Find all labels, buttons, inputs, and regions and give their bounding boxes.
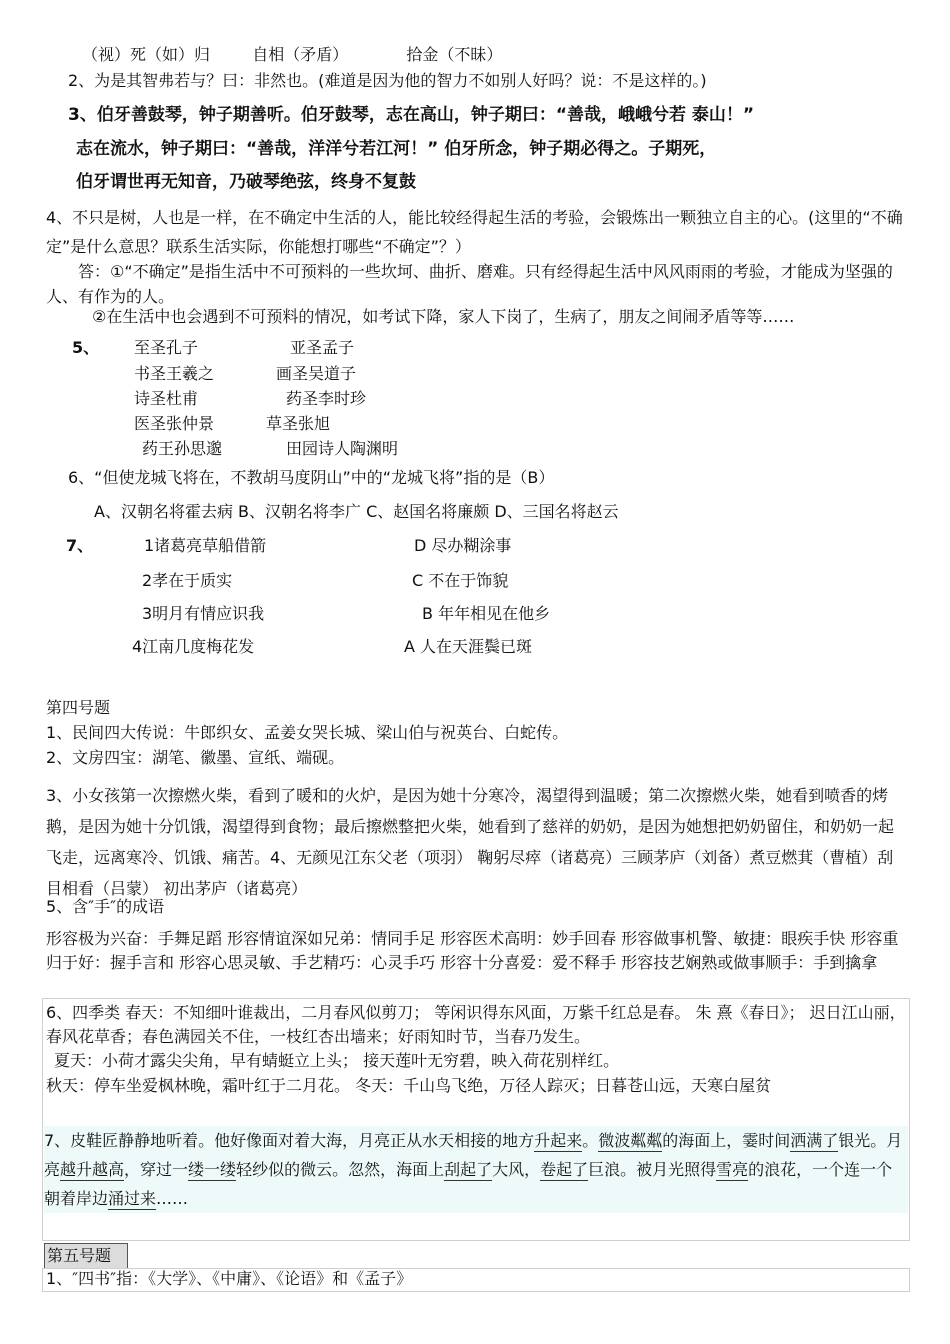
q3-line-2: 志在流水，钟子期曰：“善哉，洋洋兮若江河！” 伯牙所念，钟子期必得之。子期死， <box>76 139 717 159</box>
s4-q2: 2、文房四宝：湖笔、徽墨、宣纸、端砚。 <box>46 748 345 767</box>
q7-row-1-left: 1诸葛亮草船借箭 <box>144 536 267 555</box>
q4-question: 4、不只是树，人也是一样，在不确定中生活的人，能比较经得起生活的考验，会锻炼出一颗独立自主的心。(这里的“不确定”是什么意思？联系生活实际，你能想打哪些“不确定”？） <box>46 208 903 256</box>
paragraph-text: …… <box>156 1189 189 1208</box>
paragraph-text: ，穿过一 <box>124 1160 189 1179</box>
s4-q5-heading: 5、含″手″的成语 <box>46 897 165 916</box>
paragraph-text: 的海面上，霎时间 <box>662 1131 791 1150</box>
s4-q6-spring: 6、四季类 春天：不知细叶谁裁出，二月春风似剪刀； 等闲识得东风面，万紫千红总是春。 朱 熹《春日》； 迟日江山丽，春风花草香；春色满园关不住，一枝红杏出墙来；好雨知时节，当春乃发生。 <box>46 1003 906 1046</box>
q6-options: A、汉朝名将霍去病 B、汉朝名将李广 C、赵国名将廉颇 D、三国名将赵云 <box>94 502 619 521</box>
idiom-1: （视）死（如）归 <box>82 45 211 64</box>
idiom-3: 拾金（不昧） <box>406 45 503 64</box>
q7-row-2-left: 2孝在于质实 <box>142 571 233 590</box>
s4-q6-autumn-winter: 秋天：停车坐爱枫林晚，霜叶红于二月花。 冬天：千山鸟飞绝，万径人踪灭；日暮苍山远，天寒白屋贫 <box>46 1076 772 1095</box>
paragraph-text: 轻纱似的微云。忽然，海面上 <box>236 1160 445 1179</box>
s5-q1: 1、″四书″指：《大学》、《中庸》、《论语》和《孟子》 <box>46 1269 413 1288</box>
q2-line: 2、为是其智弗若与？曰：非然也。(难道是因为他的智力不如别人好吗？说：不是这样的。) <box>68 71 707 90</box>
q7-number: 7、 <box>66 536 94 555</box>
q5-row-4-a: 医圣张仲景 <box>134 414 215 433</box>
underlined-phrase: 雪亮 <box>716 1160 749 1179</box>
paragraph-text: 银光。月亮 <box>44 1131 903 1179</box>
q4-answer-1: 答：①“不确定”是指生活中不可预料的一些坎坷、曲折、磨难。只有经得起生活中风风雨雨的考验，才能成为坚强的人、有作为的人。 <box>46 262 893 306</box>
paragraph-text: 大风， <box>492 1160 541 1179</box>
section-5-title: 第五号题 <box>44 1243 128 1269</box>
q5-row-3-a: 诗圣杜甫 <box>134 389 199 408</box>
q7-row-3-right: B 年年相见在他乡 <box>422 604 551 623</box>
underlined-phrase: 微波粼粼 <box>598 1131 663 1150</box>
q5-row-2-a: 书圣王羲之 <box>134 364 215 383</box>
underlined-phrase: 刮起了 <box>444 1160 493 1179</box>
idiom-line <box>82 44 502 66</box>
paragraph-text: 的浪花，一个连一个朝着岸边 <box>44 1160 893 1208</box>
q3-line-1: 3、伯牙善鼓琴，钟子期善听。伯牙鼓琴，志在高山，钟子期曰：“善哉，峨峨兮若 泰山！” <box>68 105 755 125</box>
s4-q5-answer: 形容极为兴奋：手舞足蹈 形容情谊深如兄弟：情同手足 形容医术高明：妙手回春 形容做事机警、敏捷：眼疾手快 形容重归于好：握手言和 形容心思灵敏、手艺精巧：心灵手巧 形容十分喜爱：爱不释手 形容技艺娴熟或做事顺手：手到擒拿 <box>46 929 899 972</box>
underlined-phrase: 洒满了 <box>790 1131 839 1150</box>
underlined-phrase: 卷起了 <box>540 1160 589 1179</box>
s4-q1: 1、民间四大传说：牛郎织女、孟姜女哭长城、梁山伯与祝英台、白蛇传。 <box>46 723 569 742</box>
q5-row-5-b: 田园诗人陶渊明 <box>286 439 399 458</box>
paragraph-text: 7、皮鞋匠静静地听着。他好像面对着大海，月亮正从水天相接的地方 <box>44 1131 535 1150</box>
s4-q3: 3、小女孩第一次擦燃火柴，看到了暖和的火炉，是因为她十分寒冷，渴望得到温暖；第二次擦燃火柴，她看到喷香的烤鹅，是因为她十分饥饿，渴望得到食物；最后擦燃整把火柴，她看到了慈祥的奶奶，是因为她想把奶奶留住，和奶奶一起飞走，远离寒冷、饥饿、痛苦。4、无颜见江东父老（项羽） 鞠躬尽瘁（诸葛亮）三顾茅庐（刘备）煮豆燃萁（曹植）刮目相看（吕蒙） 初出茅庐（诸葛亮） <box>46 786 895 898</box>
q7-row-4-right: A 人在天涯鬓已斑 <box>404 637 533 656</box>
underlined-phrase: 缕一缕 <box>188 1160 237 1179</box>
q6-question: 6、“但使龙城飞将在，不教胡马度阴山”中的“龙城飞将”指的是（B） <box>68 468 555 487</box>
underlined-phrase: 越升越高 <box>60 1160 125 1179</box>
q5-row-3-b: 药圣李时珍 <box>286 389 367 408</box>
idiom-2: 自相（矛盾） <box>252 45 349 64</box>
q4-answer-2: ②在生活中也会遇到不可预料的情况，如考试下降，家人下岗了，生病了，朋友之间闹矛盾等等…… <box>92 307 795 326</box>
q7-row-4-left: 4江南几度梅花发 <box>132 637 255 656</box>
s4-q6-summer: 夏天：小荷才露尖尖角，早有蜻蜓立上头； 接天莲叶无穷碧，映入荷花别样红。 <box>54 1051 620 1070</box>
paragraph-text: 。 <box>582 1131 599 1150</box>
q5-row-1-b: 亚圣孟子 <box>290 338 355 357</box>
underlined-phrase: 升起来 <box>534 1131 583 1150</box>
underlined-phrase: 涌过来 <box>108 1189 157 1208</box>
q3-line-3: 伯牙谓世再无知音，乃破琴绝弦，终身不复鼓 <box>76 172 416 192</box>
q7-row-3-left: 3明月有情应识我 <box>142 604 265 623</box>
q5-row-5-a: 药王孙思邈 <box>142 439 223 458</box>
q5-row-2-b: 画圣吴道子 <box>276 364 357 383</box>
section-4-title: 第四号题 <box>46 698 111 717</box>
q7-row-1-right: D 尽办糊涂事 <box>414 536 512 555</box>
q5-row-1-a: 至圣孔子 <box>134 338 199 357</box>
q5-row-4-b: 草圣张旭 <box>266 414 331 433</box>
paragraph-text: 巨浪。被月光照得 <box>588 1160 717 1179</box>
q7-row-2-right: C 不在于饰貌 <box>412 571 509 590</box>
q5-number: 5、 <box>72 338 100 357</box>
s4-q7-paragraph <box>44 1126 908 1213</box>
